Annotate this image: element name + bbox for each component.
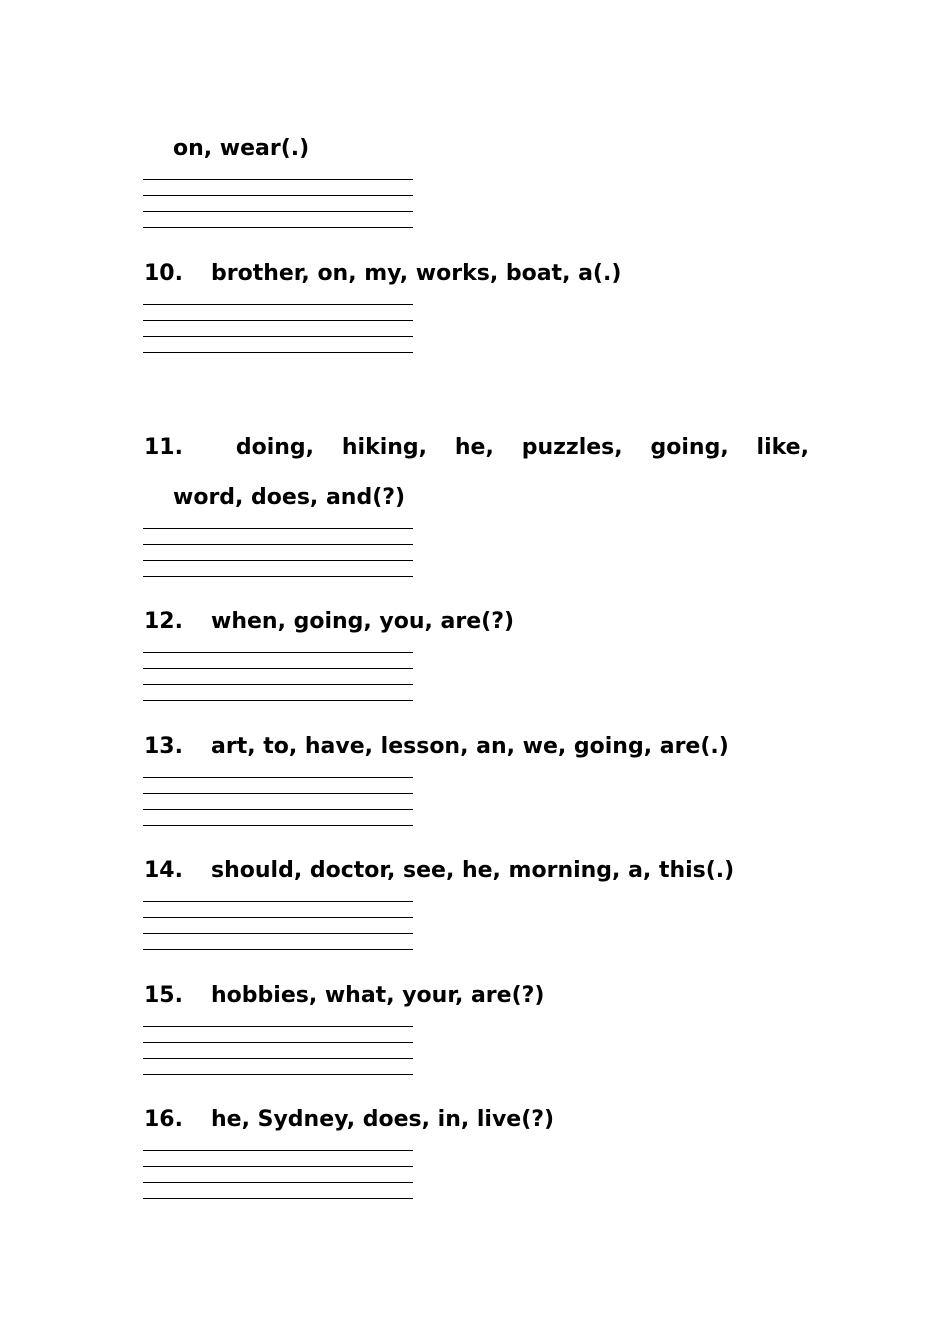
question-words: should, doctor, see, he, morning, a, this(.): [211, 858, 735, 883]
answer-lines-13: [143, 777, 413, 829]
question-words: when, going, you, are(?): [211, 609, 515, 634]
question-words: he, Sydney, does, in, live(?): [211, 1107, 555, 1132]
answer-lines-9: [143, 179, 413, 231]
question-words: art, to, have, lesson, an, we, going, are(.): [211, 734, 729, 759]
question-13: [144, 733, 809, 761]
answer-lines-10: [143, 304, 413, 356]
question-number: 14.: [144, 858, 183, 883]
question-word: hiking,: [341, 435, 428, 460]
answer-lines-16: [143, 1150, 413, 1202]
answer-lines-14: [143, 901, 413, 953]
question-number: 12.: [144, 609, 183, 634]
answer-lines-12: [143, 652, 413, 704]
question-14: [144, 857, 809, 885]
answer-lines-11: [143, 528, 413, 580]
question-word: he,: [454, 435, 494, 460]
question-word: like,: [756, 435, 809, 460]
question-11: [144, 434, 809, 462]
question-number: 11.: [144, 435, 183, 460]
question-15: [144, 982, 809, 1010]
question-number: 13.: [144, 734, 183, 759]
answer-lines-15: [143, 1026, 413, 1078]
question-number: 10.: [144, 261, 183, 286]
question-9-continuation: on, wear(.): [173, 136, 310, 161]
question-16: [144, 1106, 809, 1134]
question-word: doing,: [235, 435, 315, 460]
question-12: [144, 608, 809, 636]
question-11-continuation: word, does, and(?): [173, 485, 406, 510]
question-number: 16.: [144, 1107, 183, 1132]
question-10: [144, 260, 809, 288]
question-words: brother, on, my, works, boat, a(.): [211, 261, 622, 286]
question-word: going,: [650, 435, 729, 460]
question-number: 15.: [144, 983, 183, 1008]
question-word: puzzles,: [521, 435, 623, 460]
question-words: hobbies, what, your, are(?): [211, 983, 545, 1008]
